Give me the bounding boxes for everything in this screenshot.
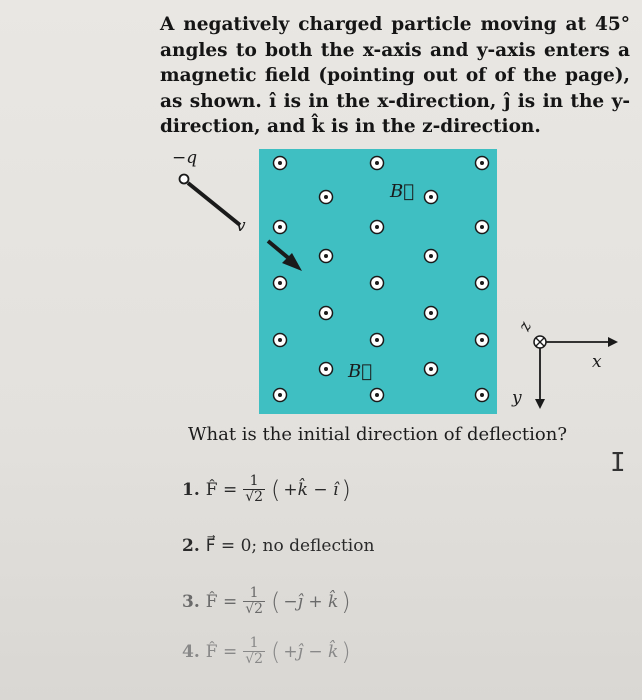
question-text: What is the initial direction of deflection? [188,424,567,445]
choice-lhs: F̂ = [205,479,238,500]
choice-fraction [243,586,265,617]
open-paren: ( [271,637,281,666]
velocity-label: v [236,216,246,236]
axis-z-label: z [514,319,536,334]
choice-fraction [243,474,265,505]
fraction-numerator: 1 [249,473,259,489]
choice-4[interactable] [182,636,351,667]
x-axis-arrowhead [608,337,618,347]
axis-y-label: y [512,388,522,408]
choice-number: 4. [182,641,200,662]
problem-text: A negatively charged particle moving at 45° angles to both the x-axis and y-axis enters a magnetic field (pointing out of of the page), as shown. î is in the x-direction, ĵ is in the y-direction, and k̂ is in the z-direction. [160,14,630,137]
velocity-path [188,183,240,225]
open-paren: ( [271,587,281,616]
fraction-denominator: √2 [245,489,264,505]
choice-expression: +ĵ − k̂ [283,641,339,662]
particle-label: −q [172,148,198,168]
fraction-numerator: 1 [249,585,259,601]
choice-text: F⃗ = 0; no deflection [205,536,375,556]
choice-expression: −ĵ + k̂ [283,591,339,612]
choice-number: 2. [182,536,200,556]
close-paren: ) [341,475,351,504]
close-paren: ) [341,587,351,616]
problem-statement [160,12,630,140]
fraction-numerator: 1 [249,635,259,651]
close-paren: ) [341,637,351,666]
field-label-top: B⃗ [390,181,415,202]
text-cursor-icon: I [610,448,626,478]
open-paren: ( [271,475,281,504]
fraction-denominator: √2 [245,651,264,667]
choice-lhs: F̂ = [205,591,238,612]
choice-expression: +k̂ − î [283,479,339,500]
fraction-denominator: √2 [245,601,264,617]
choice-1[interactable] [182,474,351,505]
magnetic-field-figure [160,145,640,420]
choice-fraction [243,636,265,667]
particle [180,175,189,184]
choice-number: 1. [182,479,200,500]
choice-lhs: F̂ = [205,641,238,662]
choice-2[interactable] [182,536,374,556]
axis-x-label: x [592,352,602,372]
y-axis-arrowhead [535,399,545,409]
field-label-bottom: B⃗ [348,361,373,382]
choice-number: 3. [182,591,200,612]
choice-3[interactable] [182,586,351,617]
